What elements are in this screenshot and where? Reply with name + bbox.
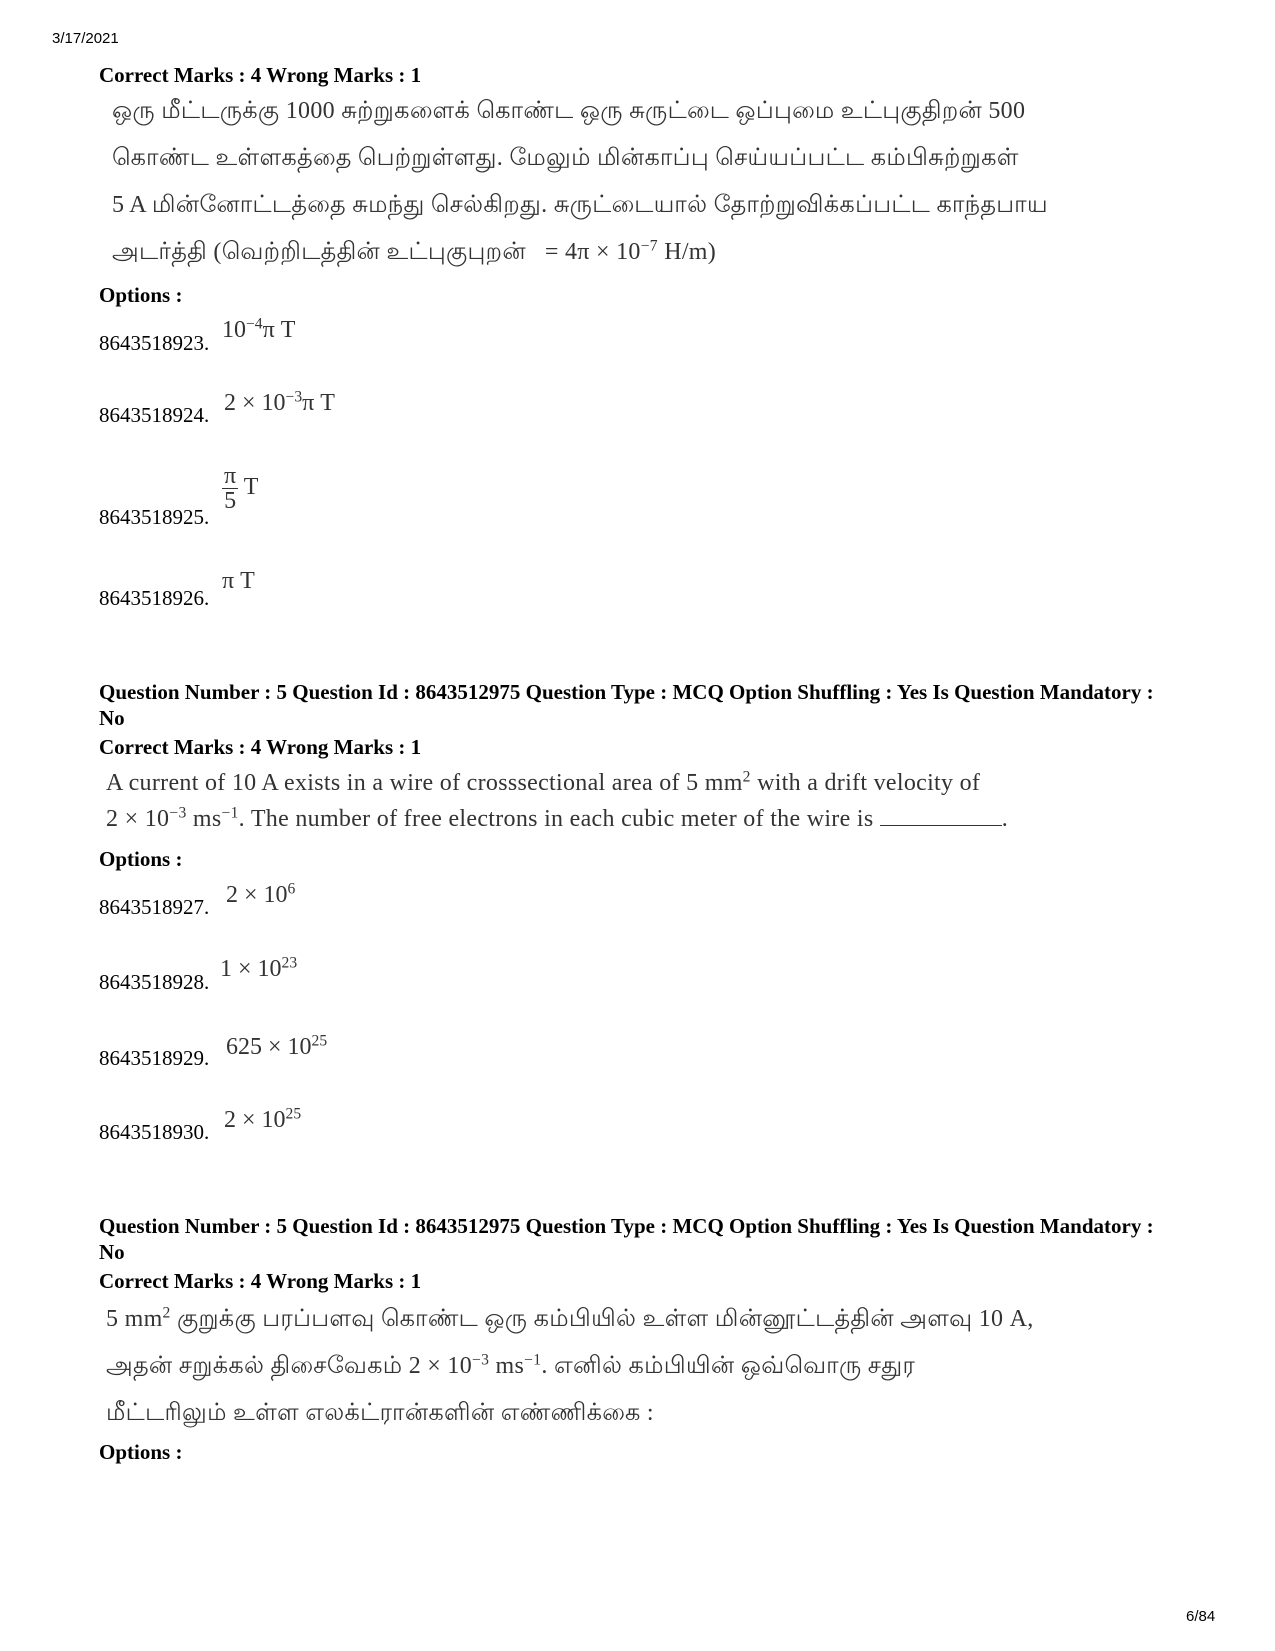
option-base: 1 × 10 <box>220 956 282 982</box>
option-value <box>224 1107 301 1134</box>
fraction-numerator: π <box>224 463 237 489</box>
question-line-text: குறுக்கு பரப்பளவு கொண்ட ஒரு கம்பியில் உள்ள மின்னூட்டத்தின் அளவு 10 A, <box>170 1306 1034 1332</box>
question-line <box>112 229 1122 276</box>
option-suffix: T <box>243 474 259 501</box>
option-value: π T <box>222 568 255 594</box>
question-text-tamil <box>112 88 1122 276</box>
options-label: Options : <box>99 847 183 871</box>
question-text-english <box>106 765 1116 837</box>
question-line <box>106 765 1116 801</box>
exponent: −3 <box>285 388 303 406</box>
question-line-text: 2 × 10 <box>106 806 170 832</box>
print-date: 3/17/2021 <box>52 30 119 47</box>
marks-line: Correct Marks : 4 Wrong Marks : 1 <box>99 63 422 87</box>
option-suffix: π T <box>262 317 296 343</box>
option-id: 8643518927. <box>99 895 210 919</box>
question-line-text: ms <box>186 806 222 832</box>
question-text-tamil <box>106 1296 1116 1437</box>
fraction-denominator: 5 <box>224 488 237 514</box>
exponent: 6 <box>287 880 296 898</box>
option-id: 8643518924. <box>99 403 210 427</box>
option-value <box>226 882 295 909</box>
option-value <box>222 464 258 513</box>
option-base: 2 × 10 <box>224 1107 286 1133</box>
page-number: 6/84 <box>1186 1608 1216 1625</box>
marks-line: Correct Marks : 4 Wrong Marks : 1 <box>99 1269 422 1293</box>
exponent: −1 <box>524 1351 542 1369</box>
option-base: 10 <box>222 317 246 343</box>
option-id: 8643518925. <box>99 505 210 529</box>
question-line-text: அதன் சறுக்கல் திசைவேகம் 2 × 10 <box>106 1353 473 1379</box>
question-line: 5 A மின்னோட்டத்தை சுமந்து செல்கிறது. சுருட்டையால் தோற்றுவிக்கப்பட்ட காந்தபாய <box>112 192 1048 218</box>
exponent: −3 <box>472 1351 490 1369</box>
question-line <box>106 1343 1116 1390</box>
option-value <box>224 390 335 417</box>
option-value <box>220 956 297 983</box>
exponent: 2 <box>162 1304 171 1322</box>
option-id: 8643518929. <box>99 1046 210 1070</box>
options-label: Options : <box>99 283 183 307</box>
permeability-prefix: = 4π × 10 <box>544 239 641 265</box>
question-header: Question Number : 5 Question Id : 8643512975 Question Type : MCQ Option Shuffling : Yes Is Question Mandatory : No <box>99 1214 1154 1264</box>
option-base: 625 × 10 <box>226 1034 312 1060</box>
exponent: 25 <box>285 1105 302 1123</box>
question-line-text: A current of 10 A exists in a wire of crosssectional area of 5 mm <box>106 770 743 796</box>
marks-line: Correct Marks : 4 Wrong Marks : 1 <box>99 735 422 759</box>
question-line: ஒரு மீட்டருக்கு 1000 சுற்றுகளைக் கொண்ட ஒரு சுருட்டை ஒப்புமை உட்புகுதிறன் 500 <box>112 98 1026 124</box>
question-line-text: . The number of free electrons in each cubic meter of the wire is <box>238 806 874 832</box>
exponent: 23 <box>281 954 298 972</box>
exponent: −1 <box>221 804 239 822</box>
question-line-text: 5 mm <box>106 1306 163 1332</box>
exponent: −3 <box>169 804 187 822</box>
option-value <box>226 1034 327 1061</box>
option-id: 8643518923. <box>99 331 210 355</box>
exponent: 2 <box>742 768 751 786</box>
option-id: 8643518926. <box>99 586 210 610</box>
answer-blank <box>880 807 1002 826</box>
question-line: $2 \times 10^{-3}$ $ms^{-1}$. The number of free electrons in each cubic meter of the wire is . <box>106 804 1009 832</box>
option-id: 8643518930. <box>99 1120 210 1144</box>
fraction <box>222 464 238 513</box>
permeability-unit: H/m) <box>657 239 717 265</box>
exponent: 25 <box>311 1032 328 1050</box>
option-value <box>222 317 295 344</box>
exponent: −4 <box>246 315 263 333</box>
question-line-text: ms <box>489 1353 525 1379</box>
exponent: −7 <box>640 237 658 255</box>
question-line-text: அடர்த்தி (வெற்றிடத்தின் உட்புகுபுறன் <box>112 239 526 265</box>
option-id: 8643518928. <box>99 970 210 994</box>
options-label: Options : <box>99 1440 183 1464</box>
question-line: மீட்டரிலும் உள்ள எலக்ட்ரான்களின் எண்ணிக்கை : <box>106 1400 654 1426</box>
question-line-text: with a drift velocity of <box>750 770 981 796</box>
option-base: 2 × 10 <box>226 882 288 908</box>
option-suffix: π T <box>302 390 335 416</box>
question-line <box>106 1296 1116 1343</box>
question-header: Question Number : 5 Question Id : 8643512975 Question Type : MCQ Option Shuffling : Yes Is Question Mandatory : No <box>99 680 1154 730</box>
option-base: 2 × 10 <box>224 390 286 416</box>
question-line: கொண்ட உள்ளகத்தை பெற்றுள்ளது. மேலும் மின்காப்பு செய்யப்பட்ட கம்பிசுற்றுகள் <box>112 145 1019 171</box>
question-line-text: . எனில் கம்பியின் ஒவ்வொரு சதுர <box>541 1353 916 1379</box>
